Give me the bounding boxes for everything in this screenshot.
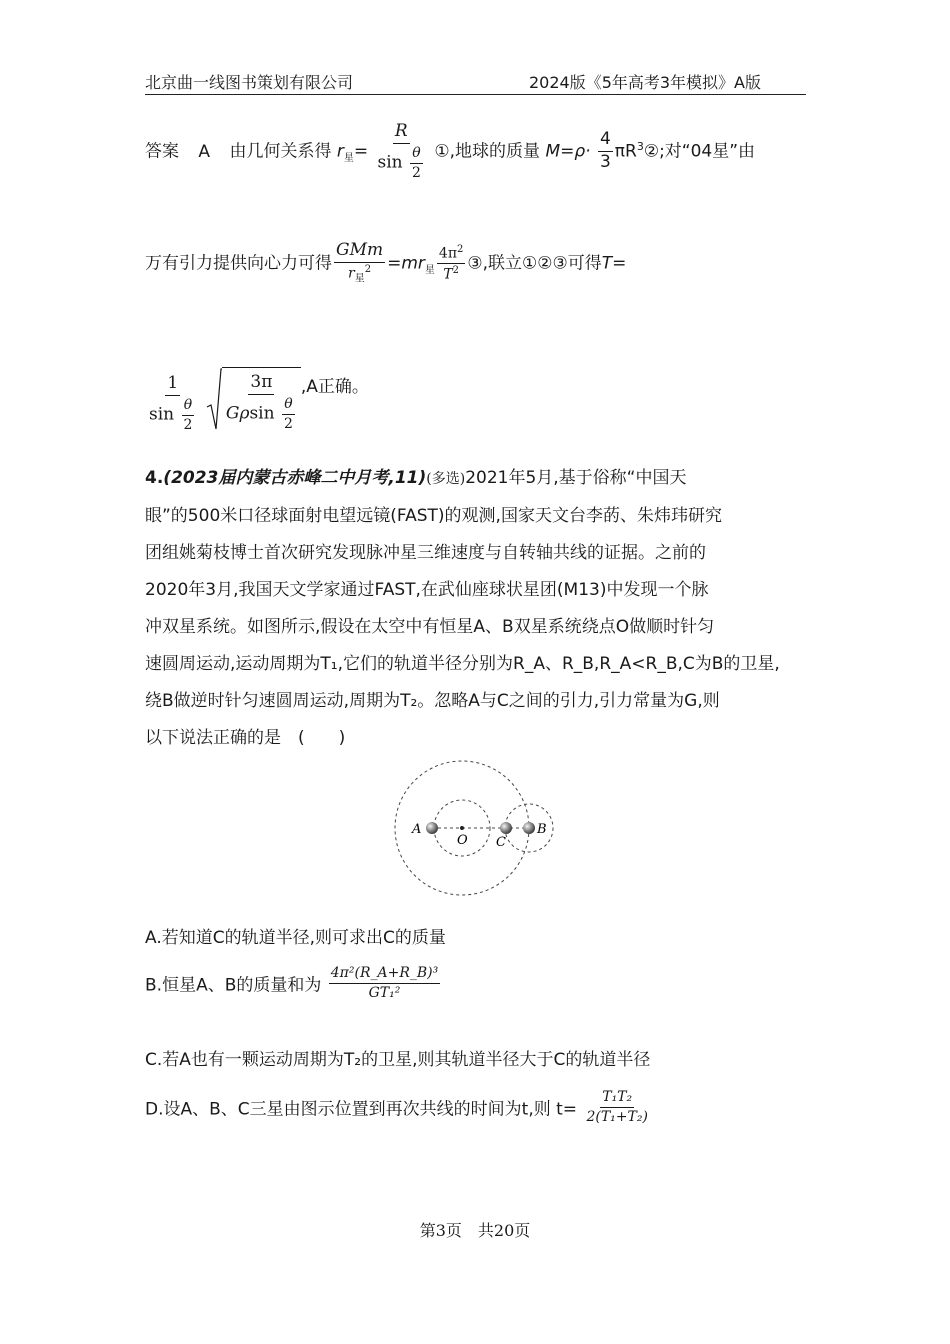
four-thirds-fraction — [598, 131, 613, 172]
star-subscript-2: 星 — [354, 273, 365, 285]
T-denominator: T — [443, 266, 453, 283]
half-theta-fraction-2 — [182, 398, 195, 432]
one-numerator: 1 — [165, 375, 180, 396]
sqrt-sign-icon — [206, 367, 222, 433]
answer-text-star: ②;对“04星”由 — [643, 141, 756, 162]
label-C: C — [496, 835, 506, 850]
center-O-dot — [460, 826, 464, 830]
four-pi-text: 4π — [438, 245, 458, 262]
four-numerator: 4 — [598, 131, 613, 152]
question-text-line: 眼”的500米口径球面射电望远镜(FAST)的观测,国家天文台李菂、朱炜玮研究 — [145, 506, 722, 526]
answer-text-gravity: 万有引力提供向心力可得 — [145, 253, 332, 274]
publisher-name: 北京曲一线图书策划有限公司 — [145, 73, 354, 92]
three-pi-text: 3π — [250, 372, 273, 392]
question-type: (多选) — [426, 471, 466, 487]
answer-line-1 — [145, 123, 755, 180]
centripetal-fraction — [437, 245, 465, 283]
question-text-line: 绕B做逆时针匀速圆周运动,周期为T₂。忽略A与C之间的引力,引力常量为G,则 — [145, 691, 720, 711]
option-B-fraction — [329, 966, 440, 1000]
square-exponent-3: 2 — [452, 264, 459, 276]
question-text-line: 2021年5月,基于俗称“中国天 — [465, 468, 687, 488]
half-theta-fraction — [410, 146, 423, 180]
binary-star-diagram — [390, 755, 570, 900]
gravity-fraction — [334, 242, 385, 285]
answer-text-mass: ①,地球的质量 — [434, 141, 541, 162]
question-source: (2023届内蒙古赤峰二中月考,11) — [163, 468, 427, 488]
theta-symbol: θ — [412, 144, 421, 161]
GMm-text: GMm — [336, 240, 384, 260]
rho-equals: =ρ· — [560, 141, 591, 162]
star-subscript-3: 星 — [424, 264, 435, 276]
answer-line-2 — [145, 242, 626, 285]
answer-prefix: 答案 — [145, 141, 179, 162]
option-D — [145, 1090, 652, 1124]
label-O: O — [457, 833, 468, 848]
option-D-fraction — [584, 1090, 649, 1124]
option-A: A.若知道C的轨道半径,则可求出C的质量 — [145, 928, 446, 948]
sin-text: sin — [377, 152, 403, 173]
r-star-fraction — [376, 123, 427, 180]
two-denominator-3: 2 — [283, 415, 293, 432]
square-exponent: 2 — [364, 263, 372, 275]
theta-symbol-2: θ — [183, 396, 193, 413]
r-symbol: r — [336, 141, 344, 162]
three-pi-fraction — [224, 374, 299, 431]
question-line-1 — [145, 460, 815, 498]
half-theta-fraction-3 — [282, 397, 295, 431]
page-header — [145, 70, 806, 95]
cube-exponent: 3 — [636, 139, 644, 153]
question-text-line: 团组姚菊枝博士首次研究发现脉冲星三维速度与自转轴共线的证据。之前的 — [145, 543, 706, 563]
square-exponent-2: 2 — [457, 243, 464, 255]
two-denominator: 2 — [412, 164, 421, 181]
star-subscript: 星 — [343, 153, 354, 164]
question-text-line: 以下说法正确的是 ( ) — [145, 728, 346, 748]
option-B-denominator: GT₁² — [368, 984, 401, 1001]
three-denominator: 3 — [599, 152, 611, 173]
answer-conclusion: ,A正确。 — [300, 377, 369, 397]
option-D-numerator: T₁T₂ — [602, 1089, 633, 1105]
label-A: A — [412, 822, 422, 837]
option-C: C.若A也有一颗运动周期为T₂的卫星,则其轨道半径大于C的轨道半径 — [145, 1050, 651, 1070]
T-equals: T= — [601, 253, 627, 274]
satellite-C — [500, 822, 512, 834]
two-denominator-2: 2 — [183, 416, 193, 433]
star-A — [426, 822, 438, 834]
question-number: 4. — [145, 468, 164, 488]
option-D-denominator: 2(T₁+T₂) — [586, 1108, 648, 1125]
answer-text-combine: ③,联立①②③可得 — [467, 253, 602, 274]
star-B — [523, 822, 535, 834]
M-symbol: M — [545, 141, 561, 162]
answer-text-geometry: 由几何关系得 — [229, 141, 332, 162]
question-text-line: 2020年3月,我国天文学家通过FAST,在武仙座球状星团(M13)中发现一个脉 — [145, 580, 709, 600]
answer-choice: A — [198, 141, 211, 162]
option-B-numerator: 4π²(R_A+R_B)³ — [330, 965, 439, 981]
mr-equals: =mr — [387, 253, 425, 274]
one-over-sin-fraction — [147, 375, 198, 432]
r-denominator: r — [348, 265, 355, 282]
sqrt-expression — [206, 372, 301, 432]
answer-line-3 — [145, 372, 369, 439]
pi-R-text: πR — [614, 141, 637, 162]
option-B-text: B.恒星A、B的质量和为 — [145, 975, 322, 996]
option-D-text: D.设A、B、C三星由图示位置到再次共线的时间为t,则 t= — [145, 1099, 578, 1120]
label-B: B — [537, 822, 547, 837]
question-4 — [145, 460, 815, 757]
equals-sign: = — [353, 141, 369, 162]
G-rho-text: Gρ — [225, 403, 250, 424]
question-text-line: 冲双星系统。如图所示,假设在太空中有恒星A、B双星系统绕点O做顺时针匀 — [145, 617, 715, 637]
option-B — [145, 966, 442, 1000]
sin-text-2: sin — [149, 404, 175, 425]
question-text-line: 速圆周运动,运动周期为T₁,它们的轨道半径分别为R_A、R_B,R_A<R_B,C为B的卫星, — [145, 654, 780, 674]
sin-text-3: sin — [249, 403, 275, 424]
theta-symbol-3: θ — [284, 395, 293, 412]
R-symbol: R — [394, 121, 408, 141]
edition-name: 2024版《5年高考3年模拟》A版 — [528, 73, 761, 92]
page-footer: 第3页 共20页 — [419, 1221, 531, 1240]
